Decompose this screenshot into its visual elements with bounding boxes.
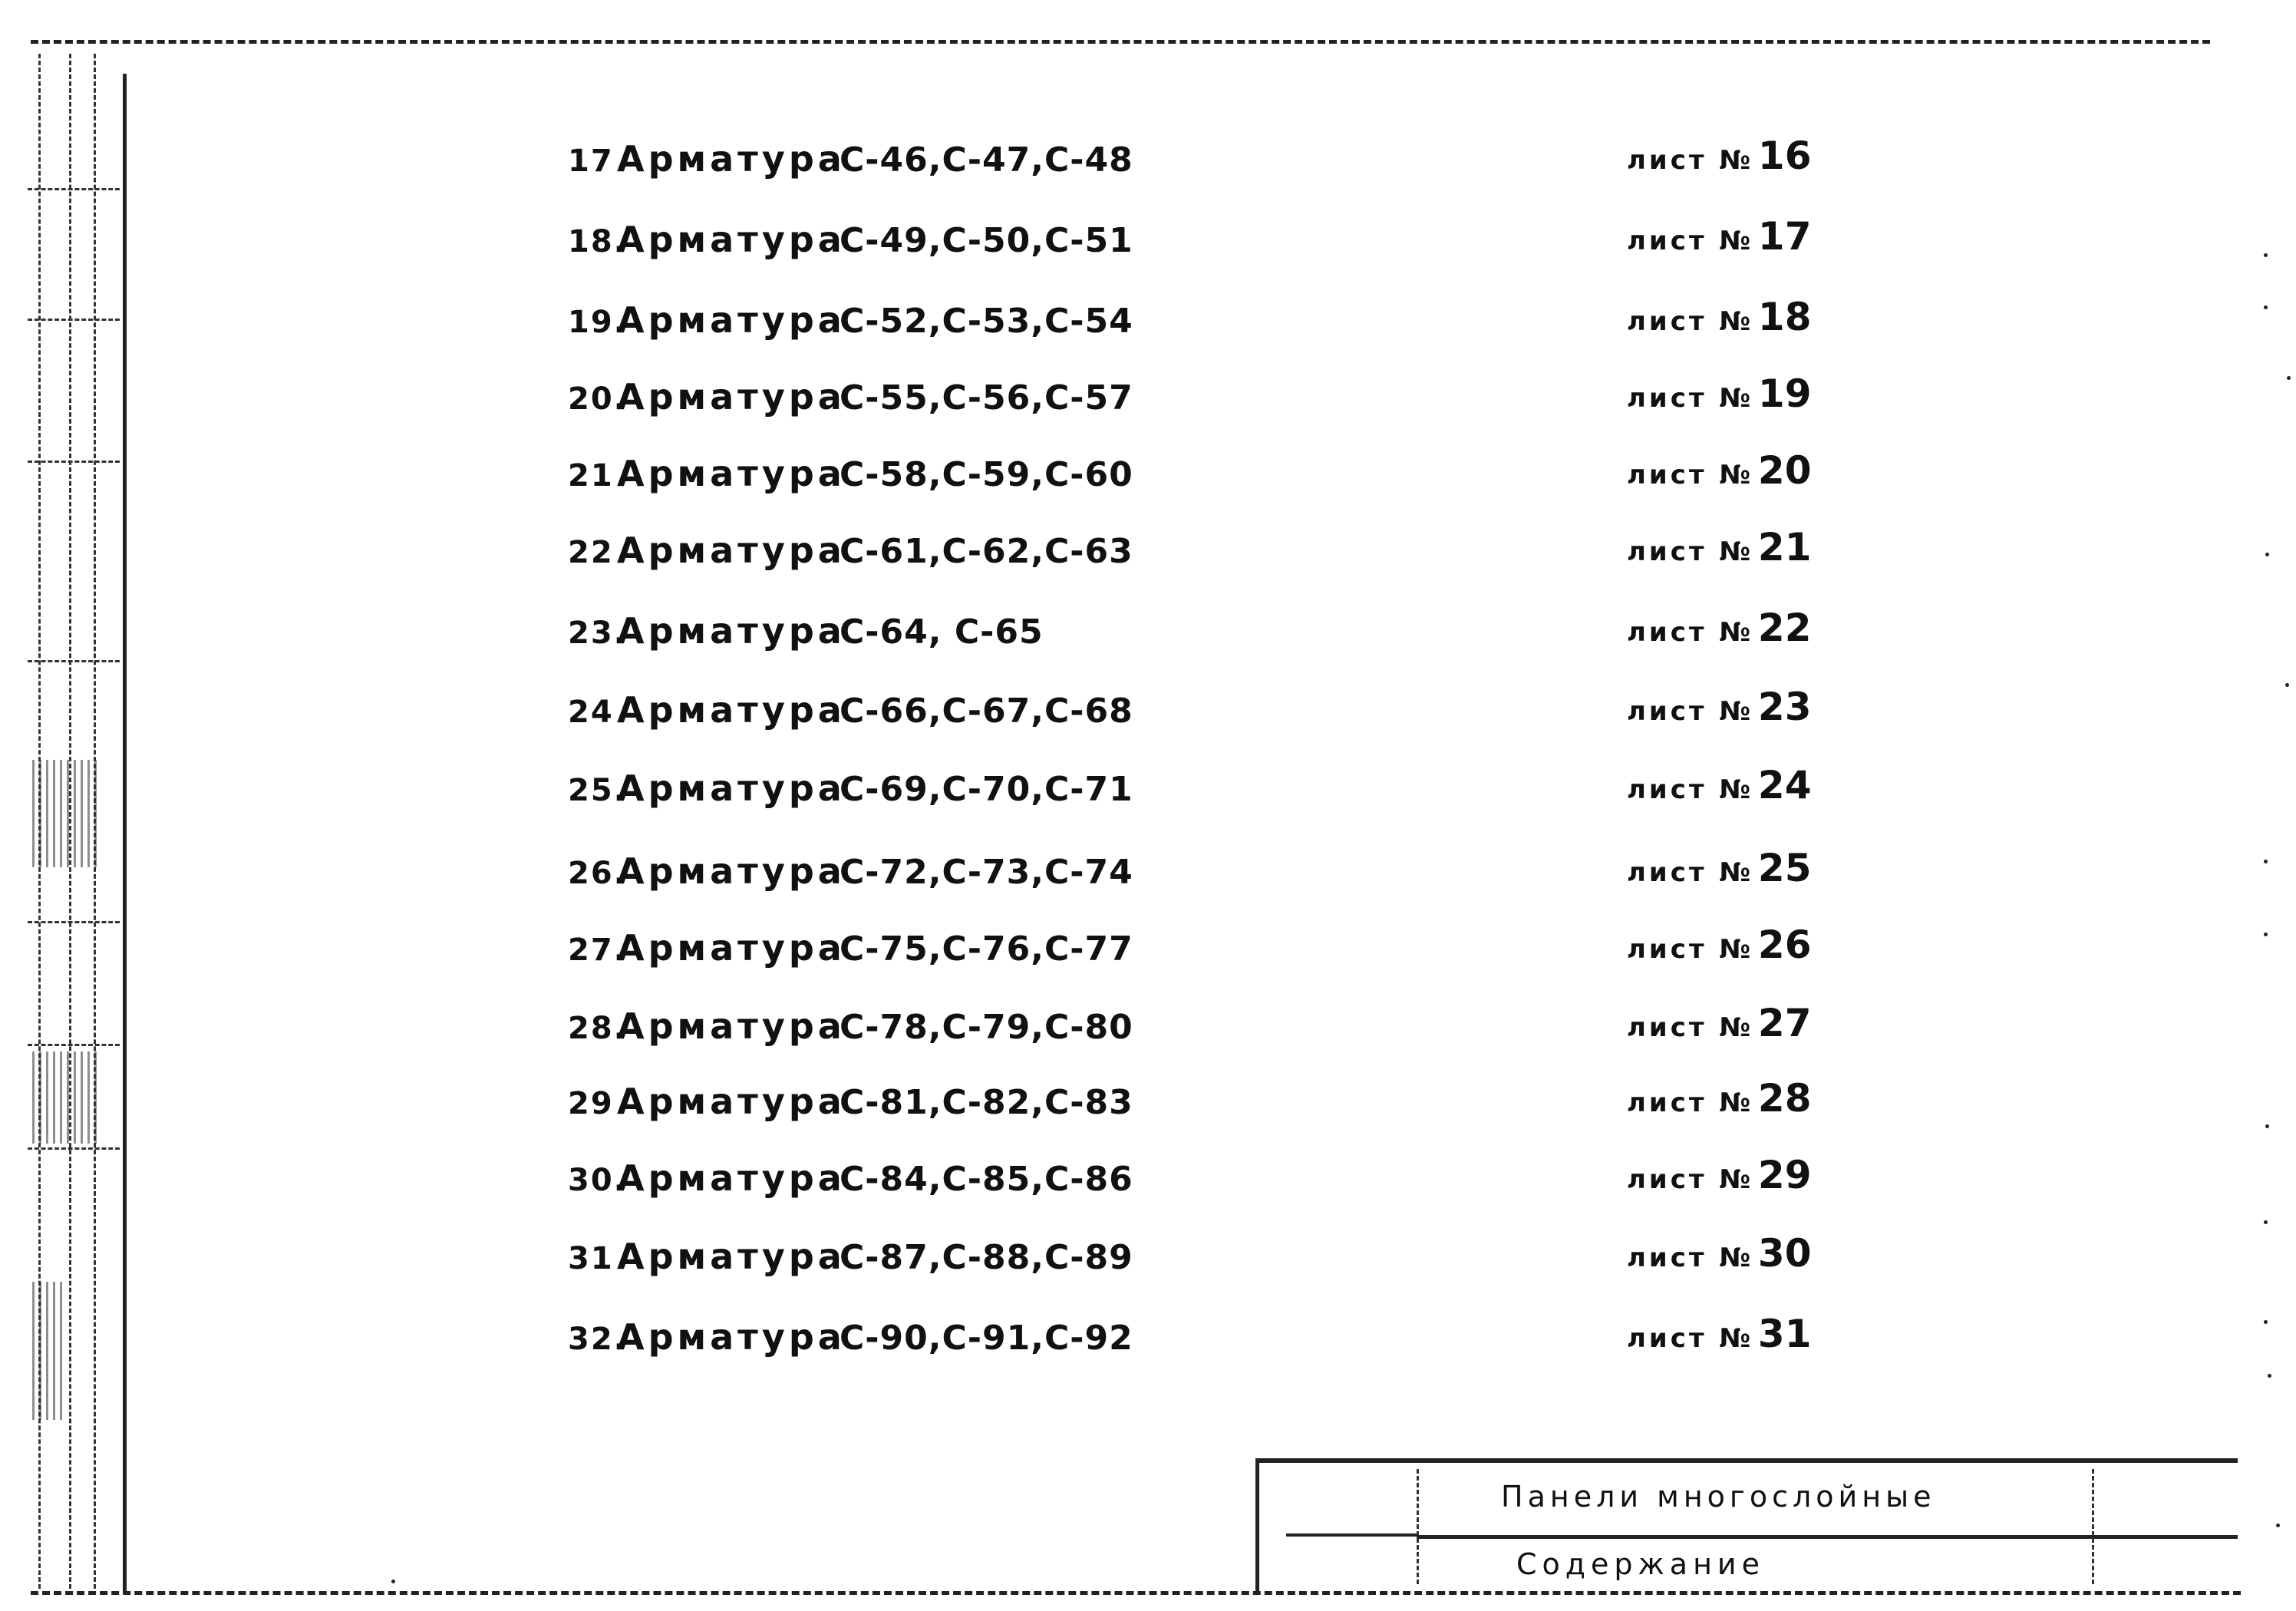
toc-entry-title: Арматура <box>617 1316 846 1358</box>
toc-sheet-reference <box>1627 371 1812 416</box>
toc-entry-codes: С-84,С-85,С-86 <box>840 1160 1133 1199</box>
toc-entry <box>568 1316 1133 1358</box>
toc-entry-codes: С-69,С-70,С-71 <box>840 770 1133 809</box>
toc-entry-codes: С-55,С-56,С-57 <box>840 378 1133 418</box>
toc-entry-title: Арматура <box>617 299 846 341</box>
sheet-number: 27 <box>1757 1001 1812 1045</box>
scan-speck <box>2264 1220 2268 1224</box>
sheet-number: 24 <box>1757 763 1812 807</box>
top-border-dashed <box>31 40 2210 44</box>
title-block-column-rule <box>1417 1469 1419 1584</box>
toc-entry-title: Арматура <box>617 927 846 969</box>
margin-divider <box>28 921 120 923</box>
scan-speck <box>2285 683 2289 687</box>
scan-speck <box>2264 860 2268 863</box>
toc-entry <box>568 1005 1133 1047</box>
sheet-label: лист № <box>1627 617 1754 648</box>
sheet-number: 30 <box>1757 1231 1812 1276</box>
toc-sheet-reference <box>1627 134 1812 178</box>
toc-sheet-reference <box>1627 1312 1812 1356</box>
toc-entry-title: Арматура <box>617 850 846 892</box>
sheet-label: лист № <box>1627 460 1754 490</box>
toc-entry-title: Арматура <box>617 1236 846 1277</box>
toc-entry <box>568 138 1133 180</box>
margin-divider <box>28 1044 120 1046</box>
sheet-number: 19 <box>1757 371 1812 416</box>
toc-entry <box>568 299 1133 341</box>
margin-divider <box>28 660 120 662</box>
scan-speck <box>2265 1124 2269 1128</box>
toc-entry <box>568 850 1133 892</box>
margin-stamp-blot <box>32 1051 101 1144</box>
toc-entry-number: 19. <box>568 305 627 340</box>
toc-sheet-reference <box>1627 295 1812 339</box>
toc-entry-codes: С-64, С-65 <box>840 612 1044 652</box>
toc-entry-number: 17 <box>568 144 614 179</box>
scan-speck <box>2268 1374 2271 1378</box>
toc-entry-codes: С-81,С-82,С-83 <box>840 1083 1133 1122</box>
toc-entry-title: Арматура <box>617 1005 846 1047</box>
scan-speck <box>2287 376 2291 380</box>
toc-entry-number: 26. <box>568 856 627 891</box>
sheet-number: 23 <box>1757 685 1812 729</box>
toc-entry <box>568 610 1044 652</box>
toc-sheet-reference <box>1627 1153 1812 1197</box>
toc-entry-number: 28. <box>568 1011 627 1046</box>
sheet-number: 16 <box>1757 134 1812 178</box>
toc-entry-number: 27. <box>568 933 627 968</box>
scan-speck <box>2265 553 2269 556</box>
title-block-mid-rule <box>1417 1535 2238 1539</box>
sheet-label: лист № <box>1627 696 1754 727</box>
toc-entry <box>568 453 1133 494</box>
sheet-label: лист № <box>1627 226 1754 256</box>
margin-divider <box>28 319 120 321</box>
toc-entry-codes: С-87,С-88,С-89 <box>840 1238 1133 1277</box>
toc-sheet-reference <box>1627 214 1812 259</box>
toc-entry <box>568 1157 1133 1199</box>
sheet-label: лист № <box>1627 1323 1754 1354</box>
toc-entry-title: Арматура <box>617 1157 846 1199</box>
margin-divider <box>28 461 120 463</box>
toc-entry-number: 30. <box>568 1163 627 1198</box>
toc-entry-codes: С-75,С-76,С-77 <box>840 929 1133 969</box>
toc-entry <box>568 1081 1133 1122</box>
scan-speck <box>2276 1524 2280 1527</box>
toc-entry <box>568 530 1133 571</box>
toc-entry-number: 25. <box>568 773 627 808</box>
sheet-number: 17 <box>1757 214 1812 259</box>
toc-sheet-reference <box>1627 1231 1812 1276</box>
toc-entry <box>568 768 1133 809</box>
toc-entry-codes: С-52,С-53,С-54 <box>840 302 1133 341</box>
scan-speck <box>2264 1320 2268 1324</box>
toc-entry-number: 18. <box>568 224 627 259</box>
scan-speck <box>2264 253 2268 257</box>
toc-entry <box>568 219 1133 260</box>
sheet-label: лист № <box>1627 145 1754 176</box>
toc-sheet-reference <box>1627 606 1812 650</box>
toc-entry-number: 29 <box>568 1086 614 1121</box>
toc-entry-title: Арматура <box>617 138 846 180</box>
margin-stamp-blot <box>32 1282 63 1420</box>
toc-entry-title: Арматура <box>617 1081 846 1122</box>
margin-divider <box>28 188 120 190</box>
toc-sheet-reference <box>1627 923 1812 967</box>
title-block-column-rule <box>2092 1469 2094 1584</box>
sheet-number: 26 <box>1757 923 1812 967</box>
toc-entry-title: Арматура <box>617 453 846 494</box>
toc-entry-codes: С-58,С-59,С-60 <box>840 455 1133 494</box>
sheet-label: лист № <box>1627 774 1754 805</box>
toc-sheet-reference <box>1627 846 1812 890</box>
toc-entry-codes: С-90,С-91,С-92 <box>840 1319 1133 1358</box>
toc-sheet-reference <box>1627 763 1812 807</box>
toc-entry-number: 32. <box>568 1322 627 1357</box>
sheet-number: 22 <box>1757 606 1812 650</box>
title-block-top-rule <box>1255 1458 2238 1463</box>
toc-entry-title: Арматура <box>617 610 846 652</box>
toc-entry-title: Арматура <box>617 530 846 571</box>
toc-entry-number: 20. <box>568 381 627 417</box>
sheet-number: 29 <box>1757 1153 1812 1197</box>
toc-entry <box>568 927 1133 969</box>
scan-speck <box>2264 305 2268 309</box>
toc-entry-number: 24 <box>568 695 614 730</box>
margin-divider <box>28 1147 120 1150</box>
scan-speck <box>2264 933 2268 936</box>
toc-entry-codes: С-78,С-79,С-80 <box>840 1008 1133 1047</box>
toc-entry-codes: С-66,С-67,С-68 <box>840 692 1133 731</box>
toc-sheet-reference <box>1627 685 1812 729</box>
toc-sheet-reference <box>1627 525 1812 569</box>
toc-entry-number: 31 <box>568 1241 614 1276</box>
toc-entry-codes: С-46,С-47,С-48 <box>840 140 1133 180</box>
sheet-number: 20 <box>1757 448 1812 493</box>
toc-entry-number: 23. <box>568 616 627 651</box>
sheet-label: лист № <box>1627 383 1754 414</box>
sheet-number: 31 <box>1757 1312 1812 1356</box>
sheet-label: лист № <box>1627 1088 1754 1118</box>
toc-entry-codes: С-72,С-73,С-74 <box>840 853 1133 892</box>
toc-entry-title: Арматура <box>617 219 846 260</box>
sheet-label: лист № <box>1627 1243 1754 1273</box>
sheet-label: лист № <box>1627 934 1754 965</box>
toc-entry-number: 21 <box>568 458 614 494</box>
sheet-label: лист № <box>1627 306 1754 337</box>
scan-speck <box>391 1580 395 1583</box>
toc-entry-title: Арматура <box>617 376 846 418</box>
title-block <box>1255 1458 2250 1593</box>
binding-margin-strip <box>28 54 120 1589</box>
sheet-number: 18 <box>1757 295 1812 339</box>
toc-sheet-reference <box>1627 448 1812 493</box>
sheet-label: лист № <box>1627 1012 1754 1043</box>
toc-sheet-reference <box>1627 1001 1812 1045</box>
margin-stamp-blot <box>32 760 101 867</box>
toc-entry <box>568 689 1133 731</box>
toc-entry-number: 22 <box>568 535 614 570</box>
title-block-sheet-name: Содержание <box>1516 1547 1765 1581</box>
title-block-left-rule <box>1255 1458 1259 1593</box>
toc-entry <box>568 376 1133 418</box>
sheet-number: 25 <box>1757 846 1812 890</box>
toc-entry <box>568 1236 1133 1277</box>
sheet-number: 21 <box>1757 525 1812 569</box>
toc-entry-codes: С-49,С-50,С-51 <box>840 221 1133 260</box>
toc-sheet-reference <box>1627 1076 1812 1121</box>
toc-entry-codes: С-61,С-62,С-63 <box>840 532 1133 571</box>
left-frame-line <box>123 74 127 1593</box>
sheet-label: лист № <box>1627 536 1754 567</box>
sheet-label: лист № <box>1627 1164 1754 1195</box>
sheet-number: 28 <box>1757 1076 1812 1121</box>
toc-entry-title: Арматура <box>617 768 846 809</box>
title-block-stub-rule <box>1286 1533 1417 1537</box>
toc-entry-title: Арматура <box>617 689 846 731</box>
sheet-label: лист № <box>1627 857 1754 888</box>
title-block-subject: Панели многослойные <box>1501 1480 1936 1514</box>
